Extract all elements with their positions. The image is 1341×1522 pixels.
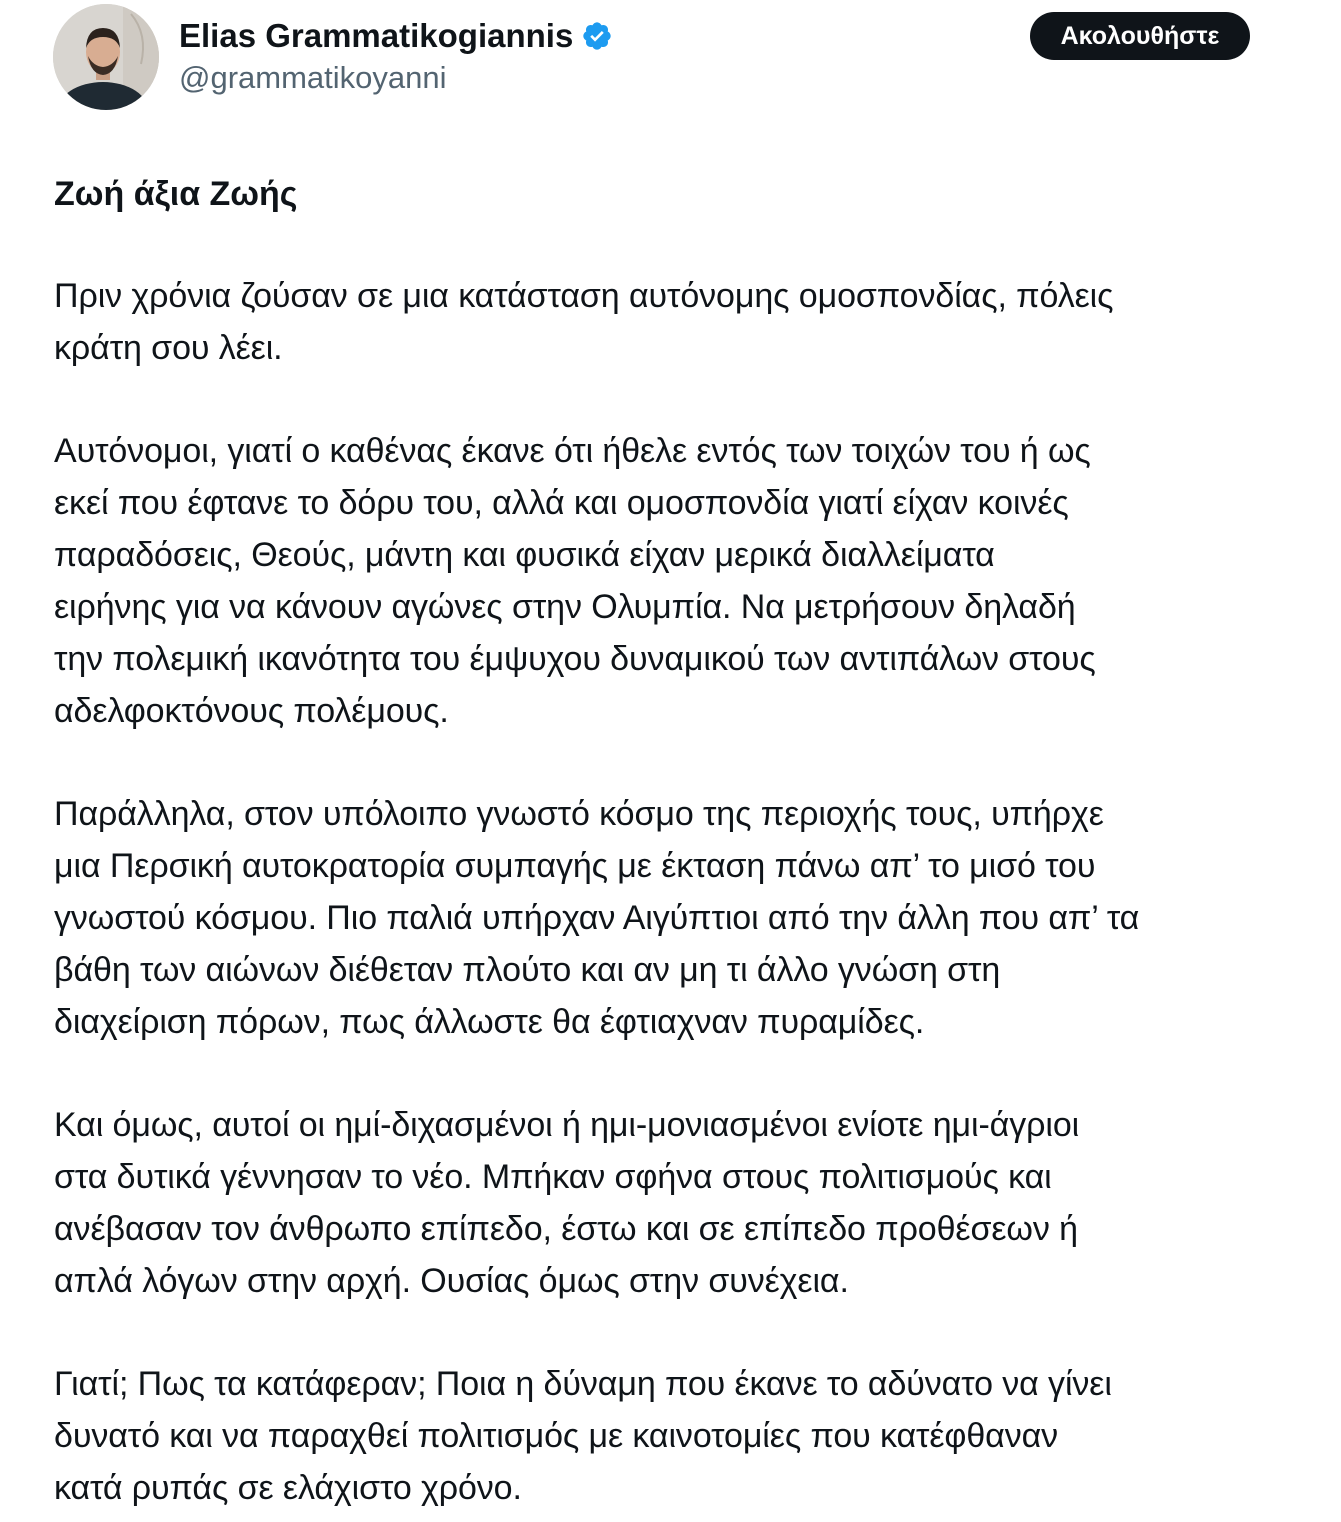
tweet-paragraph: Πριν χρόνια ζούσαν σε μια κατάσταση αυτόνομης ομοσπονδίας, πόλεις κράτη σου λέει. <box>54 277 1114 367</box>
follow-button[interactable]: Ακολουθήστε <box>1030 12 1250 60</box>
tweet-paragraph: Αυτόνομοι, γιατί ο καθένας έκανε ότι ήθελε εντός των τοιχών του ή ως εκεί που έφτανε το δόρυ του, αλλά και ομοσπονδία γιατί είχαν κοινές παραδόσεις, Θεούς, μάντη και φυσικά είχαν μερικά διαλλείματα ειρήνης για να κάνουν αγώνες στην Ολυμπία. Να μετρήσουν δηλαδή την πολεμική ικανότητα του έμψυχου δυναμικού των αντιπάλων στους αδελφοκτόνους πολέμους. <box>54 432 1096 730</box>
display-name-text: Elias Grammatikogiannis <box>179 17 574 54</box>
avatar[interactable] <box>53 4 159 110</box>
user-handle[interactable]: @grammatikoyanni <box>179 60 447 95</box>
tweet-text <box>54 166 1284 1514</box>
tweet-paragraph: Παράλληλα, στον υπόλοιπο γνωστό κόσμο της περιοχής τους, υπήρχε μια Περσική αυτοκρατορία συμπαγής με έκταση πάνω απ’ το μισό του γνωστού κόσμου. Πιο παλιά υπήρχαν Αιγύπτιοι από την άλλη που απ’ τα βάθη των αιώνων διέθεταν πλούτο και αν μη τι άλλο γνώση στη διαχείριση πόρων, πως άλλωστε θα έφτιαχναν πυραμίδες. <box>54 795 1140 1041</box>
user-avatar-photo-icon <box>53 4 159 110</box>
tweet-header <box>0 0 1341 120</box>
tweet-title: Ζωή άξια Ζωής <box>54 175 298 213</box>
tweet-paragraph: Γιατί; Πως τα κατάφεραν; Ποια η δύναμη που έκανε το αδύνατο να γίνει δυνατό και να παραχθεί πολιτισμός με καινοτομίες που κατέφθαναν κατά ρυπάς σε ελάχιστο χρόνο. <box>54 1365 1112 1507</box>
tweet-paragraph: Και όμως, αυτοί οι ημί-διχασμένοι ή ημι-μονιασμένοι ενίοτε ημι-άγριοι στα δυτικά γέννησαν το νέο. Μπήκαν σφήνα στους πολιτισμούς και ανέβασαν τον άνθρωπο επίπεδο, έστω και σε επίπεδο προθέσεων ή απλά λόγων στην αρχή. Ουσίας όμως στην συνέχεια. <box>54 1106 1080 1300</box>
verified-badge-icon <box>581 20 613 52</box>
display-name[interactable] <box>179 14 613 58</box>
